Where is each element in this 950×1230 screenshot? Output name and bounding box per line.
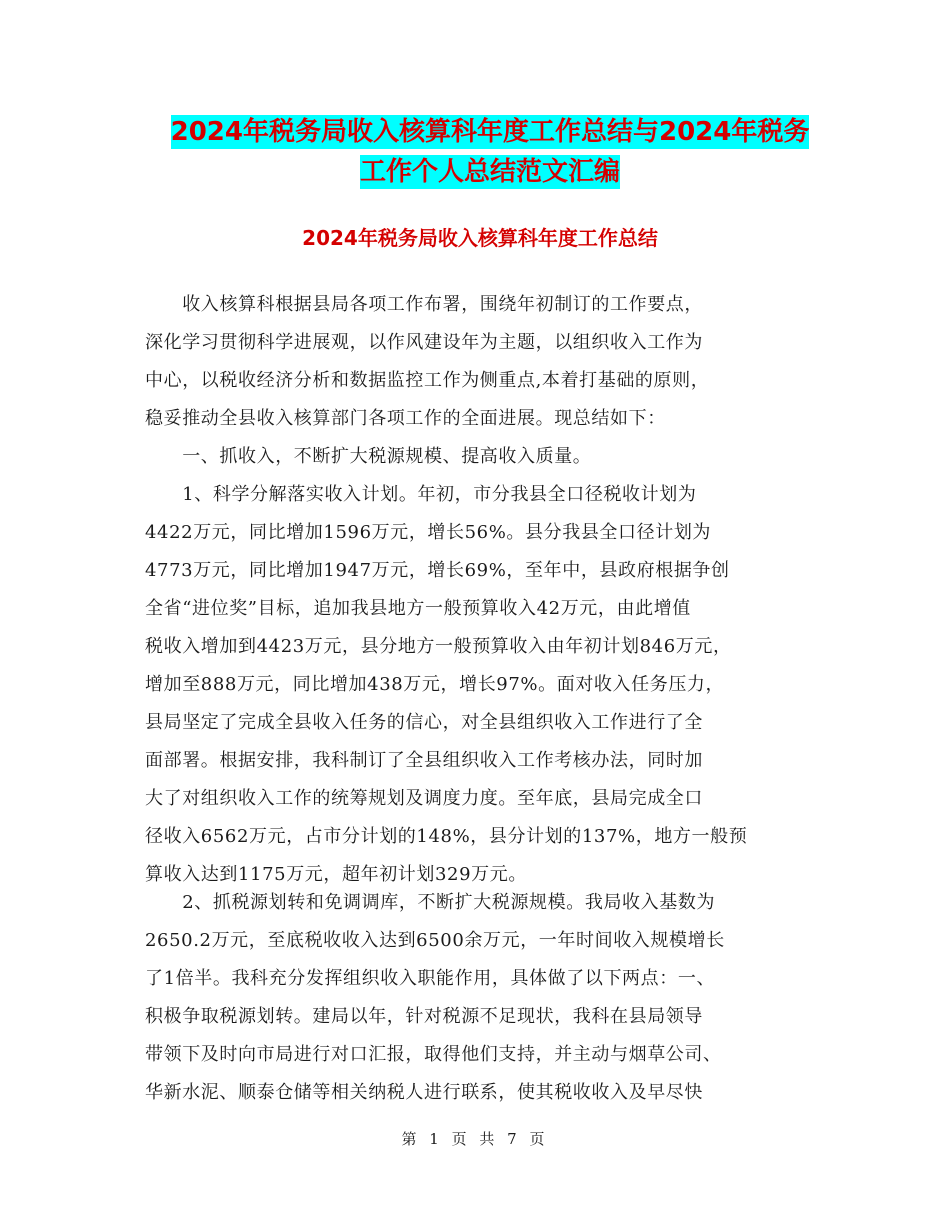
body-line: 华新水泥、顺泰仓储等相关纳税人进行联系，使其税收收入及早尽快 [145, 1082, 703, 1103]
title-line [140, 148, 840, 196]
body-line: 深化学习贯彻科学进展观，以作风建设年为主题，以组织收入工作为 [145, 332, 703, 353]
page-number-footer: 第 1 页 共 7 页 [401, 1130, 549, 1148]
body-line: 积极争取税源划转。建局以年，针对税源不足现状，我科在县局领导 [145, 1006, 703, 1027]
body-line: 增加至888万元，同比增加438万元，增长97%。面对收入任务压力， [145, 674, 725, 695]
body-line: 4773万元，同比增加1947万元，增长69%，至年中，县政府根据争创 [145, 560, 730, 581]
body-line: 一、抓收入，不断扩大税源规模、提高收入质量。 [145, 446, 592, 467]
section-heading: 2024年税务局收入核算科年度工作总结 [302, 226, 658, 250]
body-line: 2、抓税源划转和免调调库，不断扩大税源规模。我局收入基数为 [145, 892, 716, 913]
body-line: 4422万元，同比增加1596万元，增长56%。县分我县全口径计划为 [145, 522, 712, 543]
body-line: 算收入达到1175万元，超年初计划329万元。 [145, 864, 527, 885]
body-line: 县局坚定了完成全县收入任务的信心，对全县组织收入工作进行了全 [145, 712, 703, 733]
body-line: 径收入6562万元，占市分计划的148%，县分计划的137%，地方一般预 [145, 826, 748, 847]
body-line: 收入核算科根据县局各项工作布署，围绕年初制订的工作要点， [145, 294, 703, 315]
body-line: 大了对组织收入工作的统筹规划及调度力度。至年底，县局完成全口 [145, 788, 703, 809]
body-line: 带领下及时向市局进行对口汇报，取得他们支持，并主动与烟草公司、 [145, 1044, 722, 1065]
title-line-text: 2024年税务局收入核算科年度工作总结与2024年税务 [170, 117, 810, 147]
body-line: 了1倍半。我科充分发挥组织收入职能作用，具体做了以下两点：一、 [145, 968, 716, 989]
body-line: 2650.2万元，至底税收收入达到6500余万元，一年时间收入规模增长 [145, 930, 725, 951]
body-line: 面部署。根据安排，我科制订了全县组织收入工作考核办法，同时加 [145, 750, 703, 771]
body-line: 中心，以税收经济分析和数据监控工作为侧重点,本着打基础的原则， [145, 370, 710, 391]
body-line: 稳妥推动全县收入核算部门各项工作的全面进展。现总结如下： [145, 408, 666, 429]
body-line: 1、科学分解落实收入计划。年初，市分我县全口径税收计划为 [145, 484, 697, 505]
body-line: 税收入增加到4423万元，县分地方一般预算收入由年初计划846万元， [145, 636, 732, 657]
title-line-text: 工作个人总结范文汇编 [359, 157, 620, 187]
body-line: 全省“进位奖”目标，追加我县地方一般预算收入42万元，由此增值 [145, 598, 691, 619]
